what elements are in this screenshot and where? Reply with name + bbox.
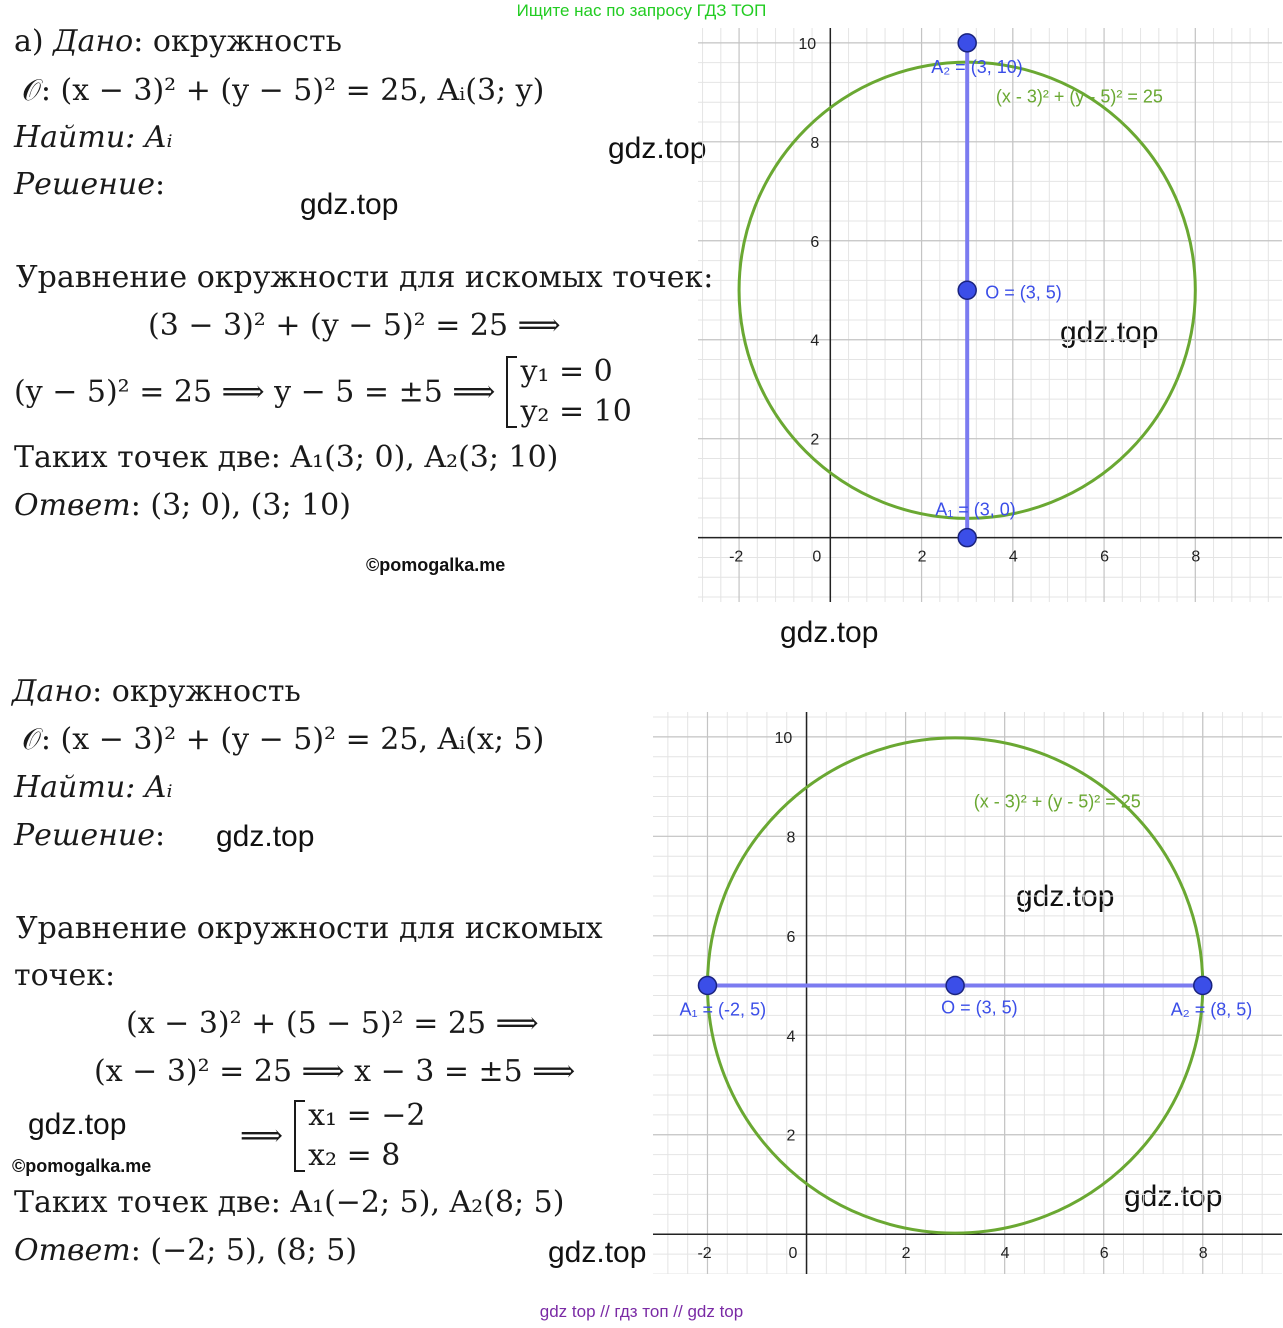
graph-part-b — [653, 712, 1282, 1274]
copyright: ©pomogalka.me — [366, 555, 506, 575]
circle-equation-label: (x - 3)² + (y - 5)² = 25 — [995, 86, 1163, 107]
point-a-marker — [698, 977, 716, 995]
root-2: x₂ = 8 — [308, 1138, 401, 1173]
point-label: A₁ = (-2, 5) — [679, 999, 767, 1020]
given-text: : окружность — [133, 24, 342, 59]
roots-row — [240, 1096, 426, 1176]
watermark: gdz.top — [216, 820, 315, 853]
solution-line — [14, 167, 165, 203]
bottom-banner[interactable]: gdz top // гдз топ // gdz top — [539, 1302, 744, 1321]
part-prefix: а) — [14, 24, 54, 59]
point-a-marker — [1194, 977, 1212, 995]
point-o-marker — [958, 281, 976, 299]
find-text: : Aᵢ — [125, 120, 173, 155]
find-text: : Aᵢ — [125, 770, 173, 805]
y-tick-label: 6 — [810, 233, 820, 251]
watermark: gdz.top — [300, 188, 399, 221]
x-tick-label: 6 — [1100, 548, 1109, 566]
point-a-marker — [958, 529, 976, 547]
solution-label: Решение — [14, 167, 155, 202]
y-tick-label: 10 — [798, 35, 817, 53]
answer-text: : (−2; 5), (8; 5) — [130, 1233, 358, 1268]
watermark: gdz.top — [608, 132, 707, 165]
point-label: A₁ = (3, 0) — [935, 499, 1016, 520]
step-2: (y − 5)² = 25 ⟹ y − 5 = ±5 ⟹ — [14, 374, 496, 410]
answer-label: Ответ — [14, 1233, 131, 1268]
x-tick-label: 0 — [812, 548, 822, 566]
find-label: Найти — [14, 770, 126, 805]
x-tick-label: 0 — [788, 1245, 798, 1263]
roots-system — [504, 352, 631, 432]
points-line: Таких точек две: A₁(3; 0), A₂(3; 10) — [14, 440, 559, 475]
x-tick-label: 4 — [1000, 1245, 1010, 1263]
y-tick-label: 8 — [810, 134, 820, 152]
step-2-row — [14, 352, 632, 432]
watermark: gdz.top — [28, 1108, 127, 1141]
given-label: Дано — [12, 674, 93, 709]
point-o-marker — [946, 977, 964, 995]
x-tick-label: -2 — [697, 1245, 712, 1263]
y-tick-label: 2 — [786, 1127, 796, 1145]
find-line — [14, 120, 172, 156]
step-2: (x − 3)² = 25 ⟹ x − 3 = ±5 ⟹ — [94, 1054, 576, 1089]
watermark: gdz.top — [780, 616, 879, 649]
circle-equation-label: (x - 3)² + (y - 5)² = 25 — [973, 791, 1141, 812]
x-tick-label: 2 — [901, 1245, 911, 1263]
x-tick-label: 8 — [1198, 1245, 1208, 1263]
y-tick-label: 2 — [810, 431, 820, 449]
given-line — [12, 674, 301, 710]
answer-label: Ответ — [14, 488, 131, 523]
solution-colon: : — [154, 818, 166, 853]
point-a-marker — [958, 34, 976, 52]
solution-label: Решение — [14, 818, 155, 853]
given-text: : окружность — [92, 674, 301, 709]
x-tick-label: -2 — [729, 548, 744, 566]
x-tick-label: 8 — [1191, 548, 1201, 566]
y-tick-label: 8 — [786, 829, 796, 847]
given-label: Дано — [53, 24, 134, 59]
watermark: gdz.top — [1060, 316, 1159, 349]
implies-sign: ⟹ — [240, 1118, 284, 1154]
watermark: gdz.top — [1016, 880, 1115, 913]
watermark: gdz.top — [548, 1236, 647, 1269]
equation-heading-2: точек: — [14, 958, 116, 993]
equation-heading-1: Уравнение окружности для искомых — [16, 911, 603, 946]
step-1: (3 − 3)² + (y − 5)² = 25 ⟹ — [148, 308, 561, 343]
answer-line — [14, 488, 351, 524]
answer-line — [14, 1233, 357, 1269]
given-line — [14, 24, 342, 60]
copyright: ©pomogalka.me — [12, 1156, 152, 1176]
find-label: Найти — [14, 120, 126, 155]
answer-text: : (3; 0), (3; 10) — [130, 488, 351, 523]
find-line — [14, 770, 172, 806]
root-2: y₂ = 10 — [520, 394, 632, 429]
point-label: A₂ = (3, 10) — [931, 56, 1023, 77]
equation-heading: Уравнение окружности для искомых точек: — [16, 260, 714, 295]
x-tick-label: 2 — [917, 548, 927, 566]
x-tick-label: 6 — [1099, 1245, 1109, 1263]
graph-part-a — [698, 28, 1282, 602]
step-1: (x − 3)² + (5 − 5)² = 25 ⟹ — [126, 1006, 539, 1041]
root-1: x₁ = −2 — [308, 1098, 426, 1133]
y-tick-label: 4 — [810, 332, 820, 350]
circle-equation: 𝒪: (x − 3)² + (y − 5)² = 25, Aᵢ(x; 5) — [22, 722, 545, 757]
root-1: y₁ = 0 — [520, 354, 613, 389]
point-label: O = (3, 5) — [985, 282, 1062, 303]
circle-equation: 𝒪: (x − 3)² + (y − 5)² = 25, Aᵢ(3; y) — [22, 73, 545, 108]
roots-system — [292, 1096, 425, 1176]
point-label: O = (3, 5) — [941, 997, 1018, 1018]
y-tick-label: 6 — [786, 928, 796, 946]
y-tick-label: 4 — [786, 1028, 796, 1046]
top-banner[interactable]: Ищите нас по запросу ГДЗ ТОП — [516, 1, 767, 20]
y-tick-label: 10 — [774, 729, 793, 747]
point-label: A₂ = (8, 5) — [1170, 999, 1253, 1020]
solution-colon: : — [154, 167, 166, 202]
watermark: gdz.top — [1124, 1180, 1223, 1213]
x-tick-label: 4 — [1008, 548, 1018, 566]
solution-line — [14, 818, 165, 854]
points-line: Таких точек две: A₁(−2; 5), A₂(8; 5) — [14, 1185, 565, 1220]
